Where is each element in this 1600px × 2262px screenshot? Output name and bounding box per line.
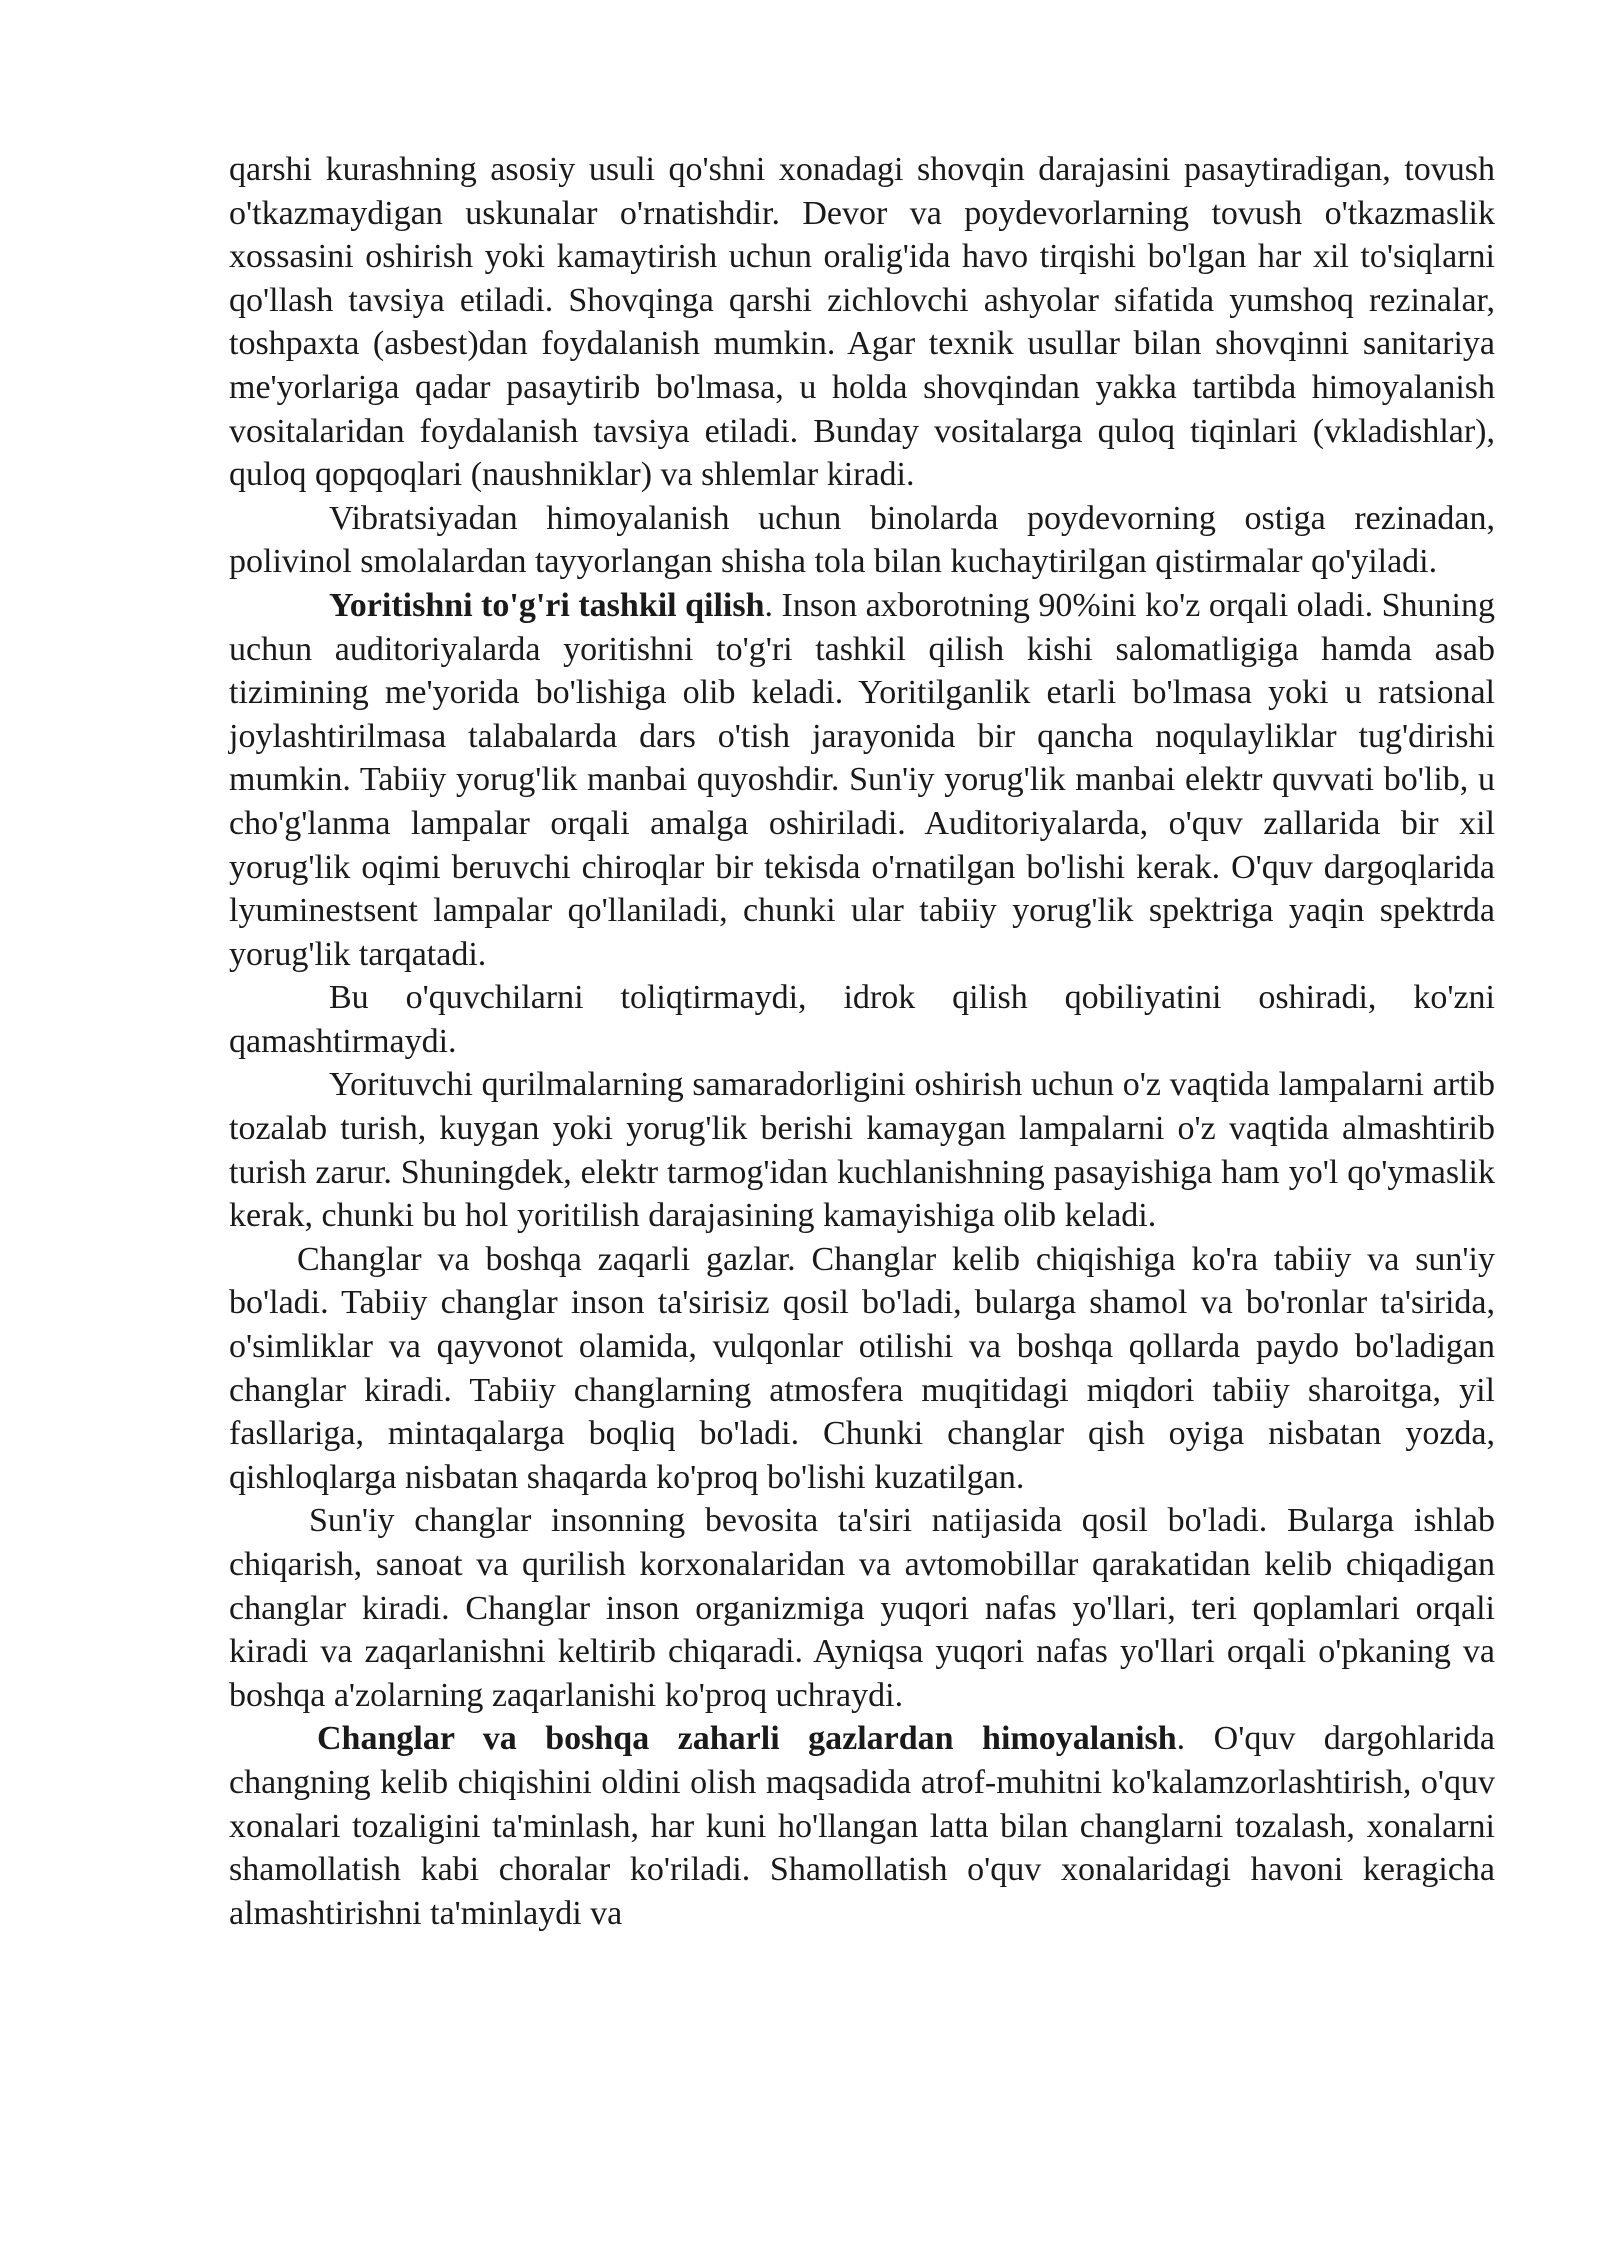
paragraph-dust-protection-text: . O'quv dargohlarida changning kelib chiqishini oldini olish maqsadida atrof-muhitni ko'kalamzorlashtirish, o'quv xonalari tozaligini ta'minlash, har kuni ho'llangan latta bilan changlarni tozalash, xonalarni shamollatish kabi choralar ko'riladi. Shamollatish o'quv xonalaridagi havoni keragicha almashtirishni ta'minlaydi va bbox=[229, 1720, 1495, 1932]
document-page bbox=[229, 148, 1495, 1935]
heading-lighting: Yoritishni to'g'ri tashkil qilish bbox=[329, 586, 765, 624]
paragraph-dust-gases: Changlar va boshqa zaqarli gazlar. Changlar kelib chiqishiga ko'ra tabiiy va sun'iy bo'ladi. Tabiiy changlar inson ta'sirisiz qosil bo'ladi, bularga shamol va bo'ronlar ta'sirida, o'simliklar va qayvonot olamida, vulqonlar otilishi va boshqa qollarda paydo bo'ladigan changlar kiradi. Tabiiy changlarning atmosfera muqitidagi miqdori tabiiy sharoitga, yil fasllariga, mintaqalarga boqliq bo'ladi. Chunki changlar qish oyiga nisbatan yozda, qishloqlarga nisbatan shaqarda ko'proq bo'lishi kuzatilgan. bbox=[229, 1240, 1495, 1496]
paragraph-dust-protection bbox=[229, 1717, 1495, 1935]
paragraph-eye-strain: Bu o'quvchilarni toliqtirmaydi, idrok qilish qobiliyatini oshiradi, ko'zni qamashtirmaydi. bbox=[229, 979, 1495, 1060]
paragraph-lighting bbox=[229, 584, 1495, 976]
paragraph-noise-protection: qarshi kurashning asosiy usuli qo'shni xonadagi shovqin darajasini pasaytiradigan, tovush o'tkazmaydigan uskunalar o'rnatishdir. Devor va poydevorlarning tovush o'tkazmaslik xossasini oshirish yoki kamaytirish uchun oralig'ida havo tirqishi bo'lgan har xil to'siqlarni qo'llash tavsiya etiladi. Shovqinga qarshi zichlovchi ashyolar sifatida yumshoq rezinalar, toshpaxta (asbest)dan foydalanish mumkin. Agar texnik usullar bilan shovqinni sanitariya me'yorlariga qadar pasaytirib bo'lmasa, u holda shovqindan yakka tartibda himoyalanish vositalaridan foydalanish tavsiya etiladi. Bunday vositalarga quloq tiqinlari (vkladishlar), quloq qopqoqlari (naushniklar) va shlemlar kiradi. bbox=[229, 151, 1495, 494]
paragraph-lighting-maintenance: Yorituvchi qurilmalarning samaradorligini oshirish uchun o'z vaqtida lampalarni artib tozalab turish, kuygan yoki yorug'lik berishi kamaygan lampalarni o'z vaqtida almashtirib turish zarur. Shuningdek, elektr tarmog'idan kuchlanishning pasayishiga ham yo'l qo'ymaslik kerak, chunki bu hol yoritilish darajasining kamayishiga olib keladi. bbox=[229, 1066, 1495, 1235]
paragraph-artificial-dust: Sun'iy changlar insonning bevosita ta'siri natijasida qosil bo'ladi. Bularga ishlab chiqarish, sanoat va qurilish korxonalaridan va avtomobillar qarakatidan kelib chiqadigan changlar kiradi. Changlar inson organizmiga yuqori nafas yo'llari, teri qoplamlari orqali kiradi va zaqarlanishni keltirib chiqaradi. Ayniqsa yuqori nafas yo'llari orqali o'pkaning va boshqa a'zolarning zaqarlanishi ko'proq uchraydi. bbox=[229, 1502, 1495, 1714]
heading-dust-protection: Changlar va boshqa zaharli gazlardan himoyalanish bbox=[317, 1720, 1177, 1758]
paragraph-lighting-text: . Inson axborotning 90%ini ko'z orqali oladi. Shuning uchun auditoriyalarda yoritishni to'g'ri tashkil qilish kishi salomatligiga hamda asab tizimining me'yorida bo'lishiga olib keladi. Yoritilganlik etarli bo'lmasa yoki u ratsional joylashtirilmasa talabalarda dars o'tish jarayonida bir qancha noqulayliklar tug'dirishi mumkin. Tabiiy yorug'lik manbai quyoshdir. Sun'iy yorug'lik manbai elektr quvvati bo'lib, u cho'g'lanma lampalar orqali amalga oshiriladi. Auditoriyalarda, o'quv zallarida bir xil yorug'lik oqimi beruvchi chiroqlar bir tekisda o'rnatilgan bo'lishi kerak. O'quv dargoqlarida lyuminestsent lampalar qo'llaniladi, chunki ular tabiiy yorug'lik spektriga yaqin spektrda yorug'lik tarqatadi. bbox=[229, 586, 1495, 973]
paragraph-vibration: Vibratsiyadan himoyalanish uchun binolarda poydevorning ostiga rezinadan, polivinol smolalardan tayyorlangan shisha tola bilan kuchaytirilgan qistirmalar qo'yiladi. bbox=[229, 499, 1495, 581]
